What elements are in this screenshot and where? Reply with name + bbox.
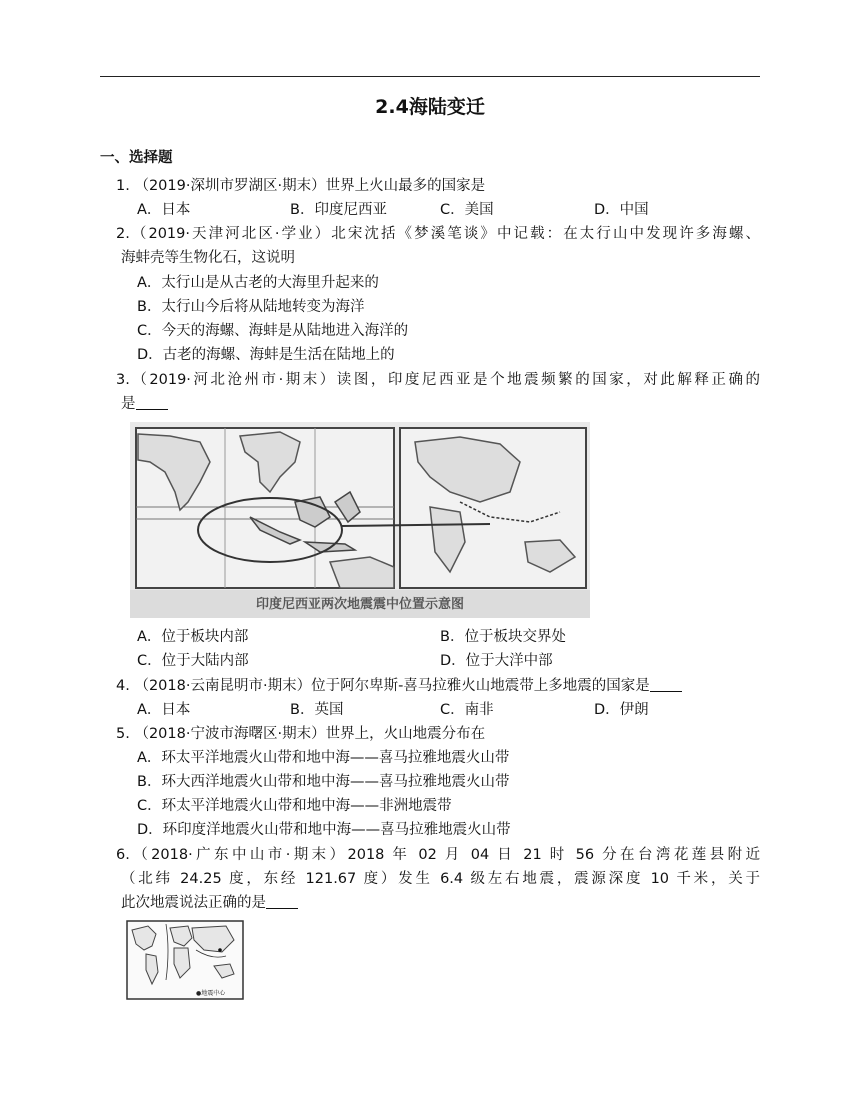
q3-option-c: C．位于大陆内部: [137, 653, 249, 669]
q4-option-d: D．伊朗: [594, 702, 649, 718]
q3-option-b: B．位于板块交界处: [440, 629, 566, 645]
question-6-stem-line1: [116, 845, 760, 865]
question-2-stem-line2: 海蚌壳等生物化石，这说明: [121, 250, 295, 266]
q3-option-d: D．位于大洋中部: [440, 653, 553, 669]
header-rule: [100, 76, 760, 77]
question-text: （2018·宁波市海曙区·期末）世界上，火山地震分布在: [134, 726, 486, 742]
question-text: （2019·天津河北区·学业）北宋沈括《梦溪笔谈》中记载：在太行山中发现许多海螺、: [129, 226, 760, 242]
answer-blank[interactable]: [136, 395, 168, 410]
question-1-stem: [116, 176, 485, 196]
question-text: （2019·深圳市罗湖区·期末）世界上火山最多的国家是: [134, 178, 486, 194]
question-4-stem: [116, 676, 682, 696]
q5-option-c: C．环太平洋地震火山带和地中海——非洲地震带: [137, 798, 452, 814]
question-text: （2018·广东中山市·期末）2018 年 02 月 04 日 21 时 56 分在台湾花莲县附近: [129, 847, 760, 863]
q1-option-d: D．中国: [594, 202, 649, 218]
q1-option-a: A．日本: [137, 202, 191, 218]
question-3-stem-line2: 是: [121, 394, 168, 414]
answer-blank[interactable]: [266, 894, 298, 909]
question-number: 1.: [116, 178, 130, 194]
q2-option-a: A．太行山是从古老的大海里升起来的: [137, 275, 379, 291]
q2-option-d: D．古老的海螺、海蚌是生活在陆地上的: [137, 347, 395, 363]
q3-map-figure: [130, 422, 590, 618]
question-number: 4.: [116, 678, 130, 694]
q3-figure-caption: 印度尼西亚两次地震震中位置示意图: [255, 597, 465, 612]
q5-option-b: B．环大西洋地震火山带和地中海——喜马拉雅地震火山带: [137, 774, 510, 790]
question-6-stem-line3: 此次地震说法正确的是: [121, 893, 298, 913]
question-5-stem: [116, 724, 485, 744]
q6-world-map-figure: [126, 920, 244, 1000]
question-6-stem-line2: （北纬 24.25 度，东经 121.67 度）发生 6.4 级左右地震，震源深度 10 千米，关于: [121, 871, 760, 887]
question-text: （2018·云南昆明市·期末）位于阿尔卑斯-喜马拉雅火山地震带上多地震的国家是: [134, 678, 650, 694]
section-heading: 一、选择题: [100, 150, 173, 166]
q3-option-a: A．位于板块内部: [137, 629, 249, 645]
question-number: 2.: [116, 226, 130, 242]
q4-option-c: C．南非: [440, 702, 494, 718]
q2-option-b: B．太行山今后将从陆地转变为海洋: [137, 299, 365, 315]
q1-option-c: C．美国: [440, 202, 494, 218]
question-2-stem-line1: [116, 224, 760, 244]
question-number: 6.: [116, 847, 130, 863]
q5-option-d: D．环印度洋地震火山带和地中海——喜马拉雅地震火山带: [137, 822, 511, 838]
q2-option-c: C．今天的海螺、海蚌是从陆地进入海洋的: [137, 323, 409, 339]
question-3-stem-line1: [116, 370, 760, 390]
q5-option-a: A．环太平洋地震火山带和地中海——喜马拉雅地震火山带: [137, 750, 510, 766]
q1-option-b: B．印度尼西亚: [290, 202, 387, 218]
q4-option-a: A．日本: [137, 702, 191, 718]
question-text: （2019·河北沧州市·期末）读图，印度尼西亚是个地震频繁的国家，对此解释正确的: [129, 372, 760, 388]
question-number: 5.: [116, 726, 130, 742]
q4-option-b: B．英国: [290, 702, 344, 718]
question-number: 3.: [116, 372, 130, 388]
page-title: 2.4海陆变迁: [375, 96, 485, 118]
answer-blank[interactable]: [650, 677, 682, 692]
q6-figure-legend: ●地震中心: [196, 990, 226, 997]
